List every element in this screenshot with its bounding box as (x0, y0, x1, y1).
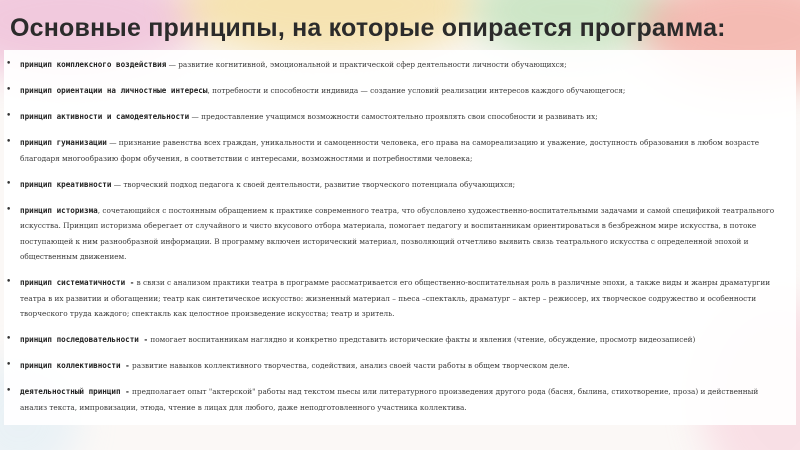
principle-text: — предоставление учащимся возможности самостоятельно проявлять свои способности и развивать их; (189, 112, 598, 121)
bullet-icon: • (6, 334, 12, 344)
principle-text: помогает воспитанникам наглядно и конкретно представить исторические факты и явления (чтение, обсуждение, просмотр видеозаписей) (148, 335, 696, 344)
principle-term: принцип активности и самодеятельности (20, 112, 190, 121)
principle-text: — творческий подход педагога к своей деятельности, развитие творческого потенциала обучающихся; (111, 179, 516, 189)
principle-term: принцип комплексного воздействия (20, 60, 167, 69)
principle-item (4, 203, 782, 265)
bullet-icon: • (6, 360, 12, 370)
principle-text: развитие навыков коллективного творчества, содействия, анализ своей части работы в общем творческом деле. (129, 361, 570, 370)
principle-text: , потребности и способности индивида — создание условий реализации интересов каждого обучающегося; (207, 86, 626, 95)
principle-item (4, 358, 782, 374)
bullet-icon: • (6, 277, 12, 287)
principle-term: принцип гуманизации (20, 138, 107, 147)
bullet-icon: • (6, 204, 12, 215)
principle-term: принцип коллективности - (20, 361, 130, 370)
bullet-icon: • (6, 59, 12, 69)
bullet-icon: • (6, 85, 12, 95)
principle-term: принцип историзма (20, 205, 98, 215)
principle-item (4, 275, 782, 322)
principle-item (4, 135, 782, 166)
principle-text: — развитие когнитивной, эмоциональной и практической сфер деятельности личности обучающихся; (166, 60, 567, 69)
principle-text: в связи с анализом практики театра в программе рассматривается его общественно-воспитательная роль в различные эпохи, а также виды и жанры драматургии театра в их развитии и обогащении; театр как синтетическое искусство: жизненный материал – пьеса –спектакль, драматург – актер – режиссер, их творческое содружество и особенности творческого труда каждого; спектакль как целостное произведение искусства; театр и зритель. (20, 278, 771, 318)
principle-item (4, 83, 782, 99)
principle-item (4, 177, 782, 193)
bullet-icon: • (6, 111, 12, 121)
principle-item (4, 57, 782, 73)
principle-term: принцип систематичности - (20, 278, 135, 287)
principle-item (4, 109, 782, 125)
principle-text: , сочетающийся с постоянным обращением к практике современного театра, что обусловлено художественно-воспитательными задачами и самой спецификой театрального искусства. Принцип историзма оберегает от случайного и чисто вкусового отбора материала, помогает педагогу и воспитанникам ориентироваться в безбрежном мире искусства, в потоке поступающей к ним разнообразной информации. В программу включен исторический материал, позволяющий отчетливо выявить связь театрального искусства с определенной эпохой и общественным движением. (20, 205, 775, 261)
principle-term: принцип ориентации на личностные интересы (20, 86, 208, 95)
bullet-icon: • (6, 386, 12, 396)
principle-item (4, 384, 782, 415)
principle-term: деятельностный принцип - (20, 387, 130, 396)
principle-term: принцип последовательности - (20, 335, 149, 344)
principle-term: принцип креативности (20, 179, 112, 189)
principle-text: предполагает опыт "актерской" работы над текстом пьесы или литературного произведения другого рода (басня, былина, стихотворение, проза) и действенный анализ текста, импровизации, этюда, чтение в лицах для любого, даже неподготовленного участника коллектива. (20, 387, 759, 412)
bullet-icon: • (6, 137, 12, 147)
principles-list (4, 57, 782, 426)
principle-item (4, 332, 782, 348)
principle-text: — признание равенства всех граждан, уникальности и самоценности человека, его права на самореализацию и уважение, доступность образования в любом возрасте благодаря многообразию форм обучения, в соответствии с интересами, возможностями и потребностями человека; (20, 138, 760, 163)
slide-title: Основные принципы, на которые опирается программа: (10, 14, 726, 42)
bullet-icon: • (6, 178, 12, 189)
